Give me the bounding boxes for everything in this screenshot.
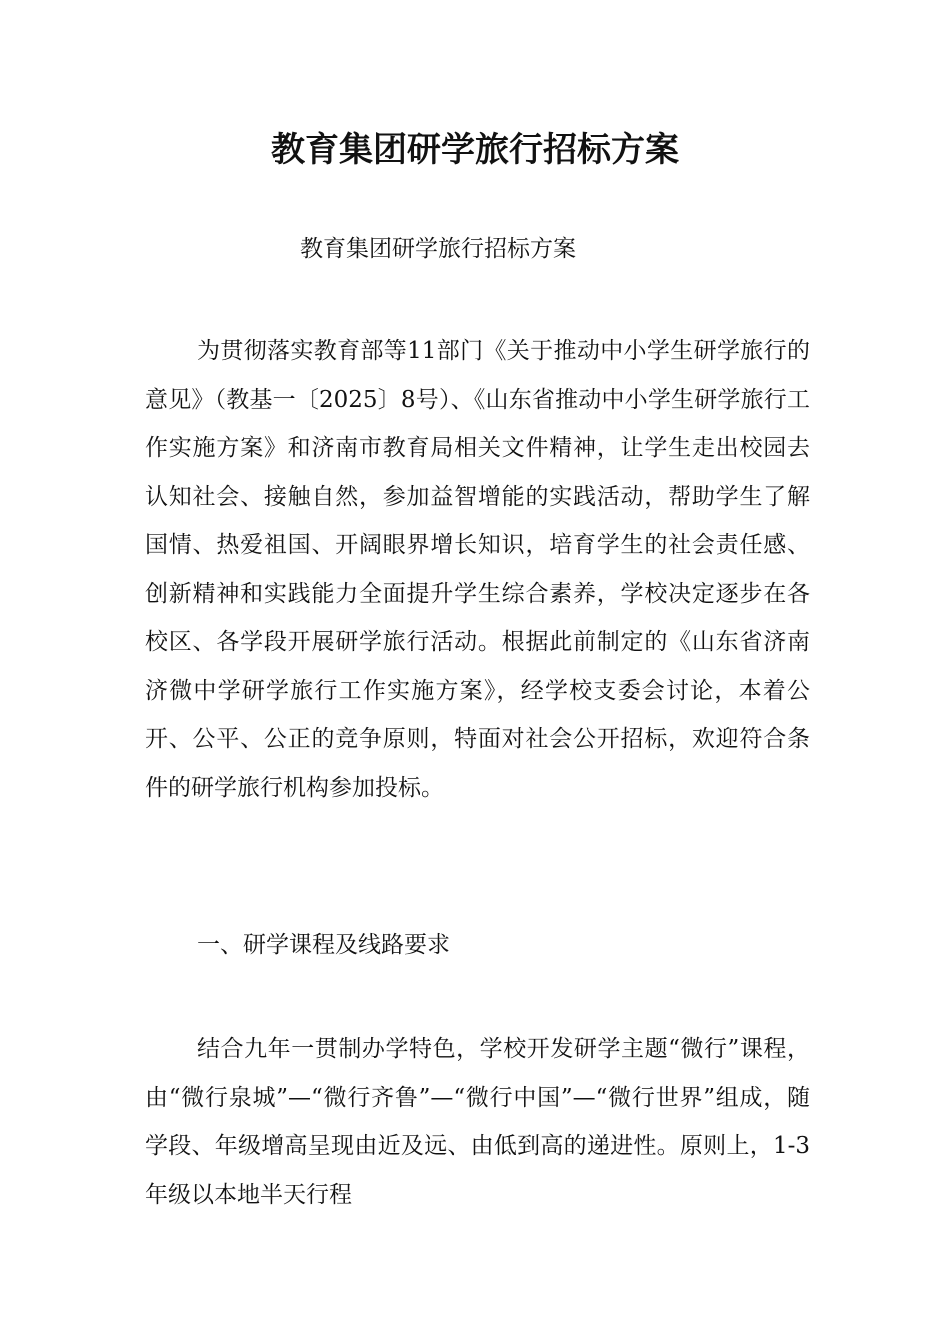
curriculum-paragraph: 结合九年一贯制办学特色，学校开发研学主题“微行”课程，由“微行泉城”—“微行齐鲁”—“微行中国”—“微行世界”组成，随学段、年级增高呈现由近及远、由低到高的递进性。原则上，1-3年级以本地半天行程 [145, 1036, 810, 1208]
intro-paragraph: 为贯彻落实教育部等11部门《关于推动中小学生研学旅行的意见》（教基一〔2025〕8号）、《山东省推动中小学生研学旅行工作实施方案》和济南市教育局相关文件精神，让学生走出校园去认知社会、接触自然，参加益智增能的实践活动，帮助学生了解国情、热爱祖国、开阔眼界增长知识，培育学生的社会责任感、创新精神和实践能力全面提升学生综合素养，学校决定逐步在各校区、各学段开展研学旅行活动。根据此前制定的《山东省济南济微中学研学旅行工作实施方案》，经学校支委会讨论，本着公开、公平、公正的竞争原则，特面对社会公开招标，欢迎符合条件的研学旅行机构参加投标。 [145, 338, 810, 801]
document-subtitle: 教育集团研学旅行招标方案 [300, 236, 576, 262]
section-heading-route-requirements: 一、研学课程及线路要求 [197, 932, 450, 958]
document-title: 教育集团研学旅行招标方案 [271, 130, 679, 170]
